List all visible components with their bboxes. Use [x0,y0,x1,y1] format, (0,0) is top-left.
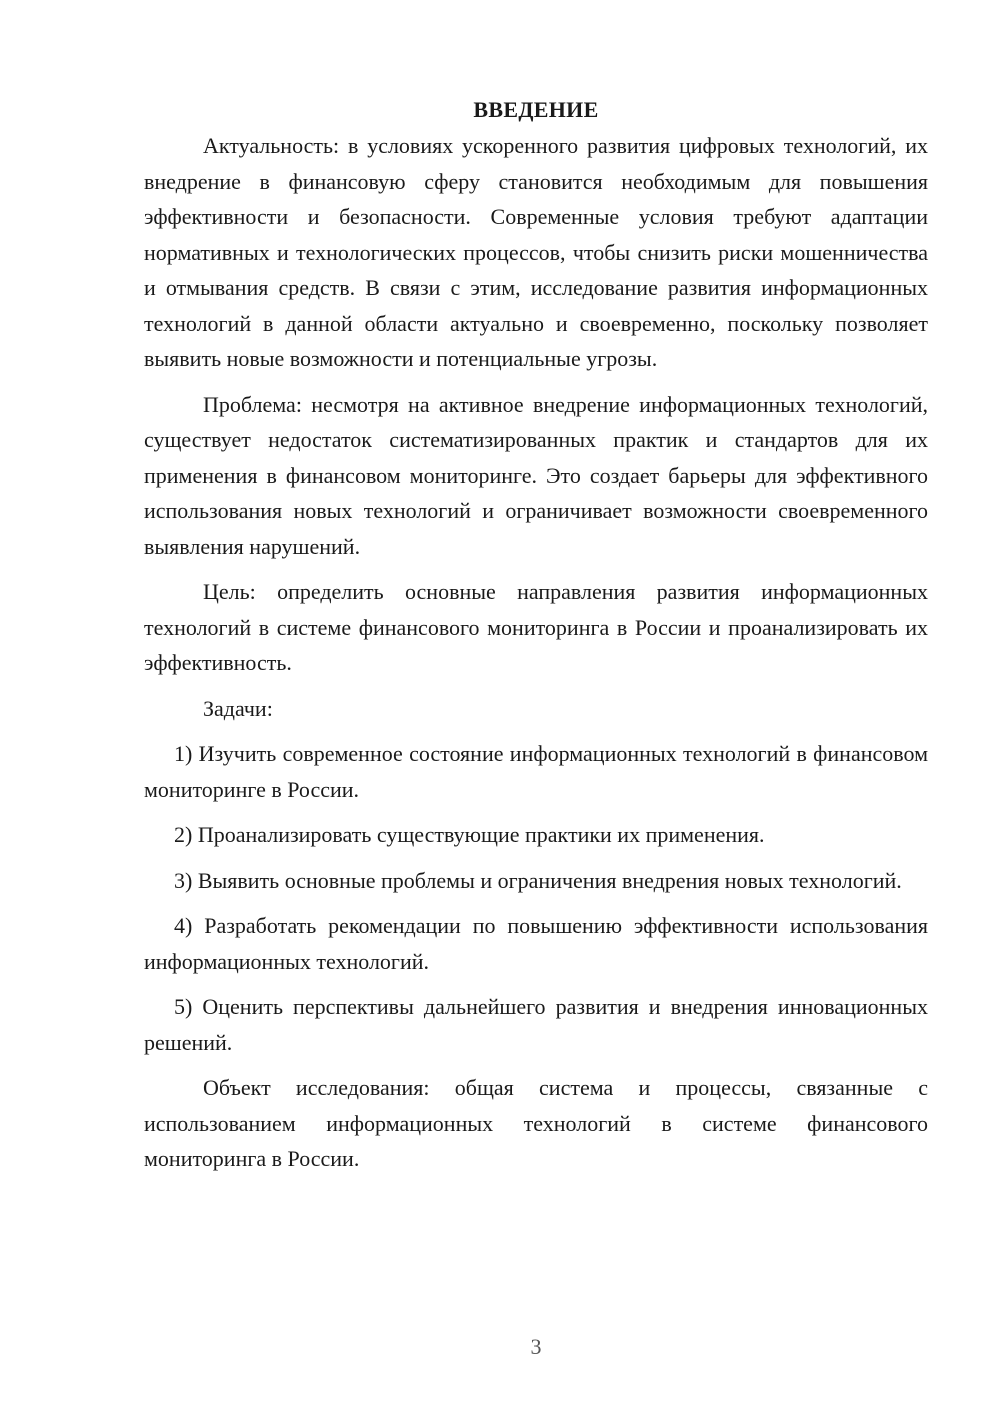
paragraph-object: Объект исследования: общая система и процессы, связанные с использованием информационных технологий в системе финансового мониторинга в России. [144,1075,928,1171]
paragraph-problem: Проблема: несмотря на активное внедрение информационных технологий, существует недостаток систематизированных практик и стандартов для их применения в финансовом мониторинге. Это создает барьеры для эффективного использования новых технологий и ограничивает возможности своевременного выявления нарушений. [144,391,928,559]
task-item-2: 2) Проанализировать существующие практики их применения. [174,822,765,847]
page-number: 3 [530,1334,542,1359]
task-item-4: 4) Разработать рекомендации по повышению эффективности использования информационных технологий. [144,913,928,974]
task-item-5: 5) Оценить перспективы дальнейшего развития и внедрения инновационных решений. [144,994,928,1055]
task-item-3: 3) Выявить основные проблемы и ограничения внедрения новых технологий. [174,867,902,893]
section-title: ВВЕДЕНИЕ [473,97,599,122]
tasks-heading: Задачи: [203,695,273,721]
document-page [144,92,928,1187]
task-item-1: 1) Изучить современное состояние информационных технологий в финансовом мониторинге в России. [144,741,928,802]
paragraph-goal: Цель: определить основные направления развития информационных технологий в системе финансового мониторинга в России и проанализировать их эффективность. [144,579,928,675]
paragraph-relevance: Актуальность: в условиях ускоренного развития цифровых технологий, их внедрение в финансовую сферу становится необходимым для повышения эффективности и безопасности. Современные условия требуют адаптации нормативных и технологических процессов, чтобы снизить риски мошенничества и отмывания средств. В связи с этим, исследование развития информационных технологий в данной области актуально и своевременно, поскольку позволяет выявить новые возможности и потенциальные угрозы. [144,133,928,371]
